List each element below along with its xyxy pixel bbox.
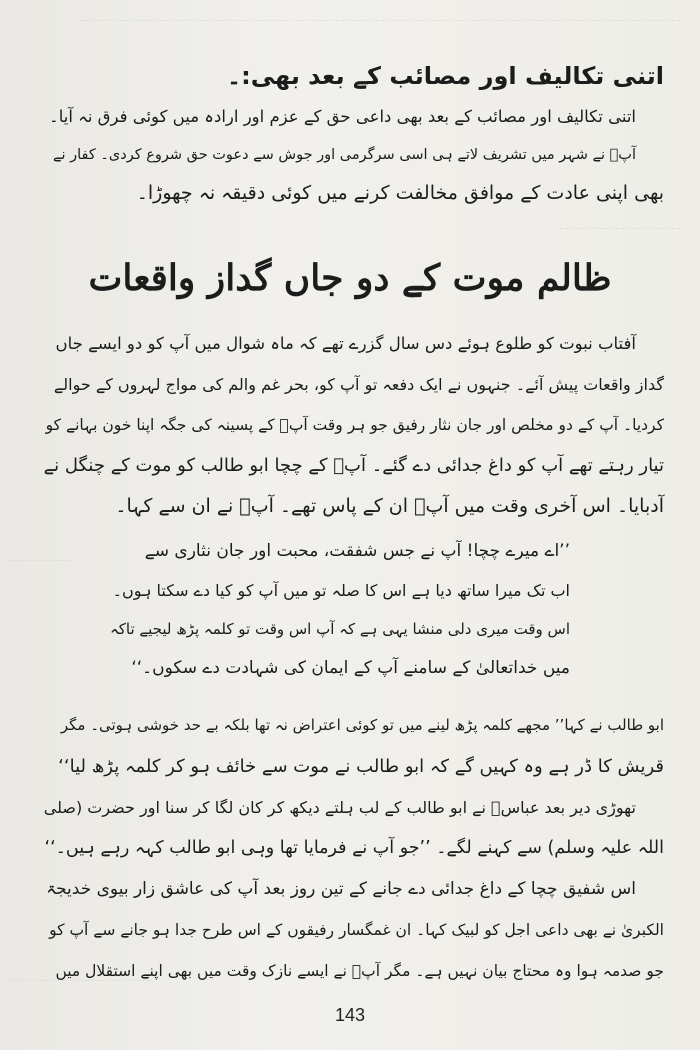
paragraph-intro <box>44 98 664 212</box>
text-line: اس شفیق چچا کے داغ جدائی دے جانے کے تین روز بعد آپ کی عاشق زار بیوی خدیجۃ <box>46 879 636 899</box>
section-heading: اتنی تکالیف اور مصائب کے بعد بھی:۔ <box>227 62 664 90</box>
bleed-through-marks <box>10 560 70 562</box>
chapter-title: ظالم موت کے دو جاں گداز واقعات <box>88 257 612 299</box>
text-line: بھی اپنی عادت کے موافق مخالفت کرنے میں کوئی دقیقہ نہ چھوڑا۔ <box>136 182 664 204</box>
text-line: اللہ علیہ وسلم) سے کہنے لگے۔ ’’جو آپ نے فرمایا تھا وہی ابو طالب کہہ رہے ہیں۔‘‘ <box>44 838 664 858</box>
text-line: قریش کا ڈر ہے وہ کہیں گے کہ ابو طالب نے موت سے خائف ہو کر کلمہ پڑھ لیا‘‘ <box>58 756 664 777</box>
text-line: آپؐ نے شہر میں تشریف لاتے ہی اسی سرگرمی اور جوش سے دعوت حق شروع کردی۔ کفار نے <box>52 147 636 163</box>
bleed-through-marks <box>560 228 680 230</box>
quote-line: میں خداتعالیٰ کے سامنے آپ کے ایمان کی شہادت دے سکوں۔‘‘ <box>131 658 570 678</box>
page-number: 143 <box>334 1005 366 1025</box>
text-line: اتنی تکالیف اور مصائب کے بعد بھی داعی حق کے عزم اور ارادہ میں کوئی فرق نہ آیا۔ <box>49 107 636 126</box>
block-quote <box>110 532 570 688</box>
text-line: گداز واقعات پیش آئے۔ جنہوں نے ایک دفعہ تو آپ کو، بحر غم والم کی مواج لہروں کے حوالے <box>53 374 664 394</box>
text-line: آفتاب نبوت کو طلوع ہوئے دس سال گزرے تھے کہ ماہ شوال میں آپ کو دو ایسے جاں <box>55 334 636 353</box>
quote-line: اب تک میرا ساتھ دیا ہے اس کا صلہ تو میں آپ کو کیا دے سکتا ہوں۔ <box>112 581 570 600</box>
paragraph-abu-talib <box>44 705 664 992</box>
text-line: آدبایا۔ اس آخری وقت میں آپؐ ان کے پاس تھے۔ آپؐ نے ان سے کہا۔ <box>115 495 664 517</box>
text-line: کردیا۔ آپ کے دو مخلص اور جان نثار رفیق جو ہر وقت آپؐ کے پسینہ کی جگہ اپنا خون بہانے کو <box>45 416 664 434</box>
text-line: ابو طالب نے کہا’’ مجھے کلمہ پڑھ لینے میں تو کوئی اعتراض نہ تھا بلکہ بے حد خوشی ہوتی۔ مگر <box>60 716 664 734</box>
text-line: تیار رہتے تھے آپ کو داغ جدائی دے گئے۔ آپؐ کے چچا ابو طالب کو موت کے چنگل نے <box>43 454 664 476</box>
quote-line: اس وقت میری دلی منشا یہی ہے کہ آپ اس وقت تو کلمہ پڑھ لیجیے تاکہ <box>109 620 570 638</box>
text-line: تھوڑی دیر بعد عباسؓ نے ابو طالب کے لب ہلتے دیکھ کر کان لگا کر سنا اور حضرت (صلی <box>43 798 636 817</box>
quote-line: ’’اے میرے چچا! آپ نے جس شفقت، محبت اور جان نثاری سے <box>144 541 570 561</box>
text-line: جو صدمہ ہوا وہ محتاج بیان نہیں ہے۔ مگر آپؐ نے ایسے نازک وقت میں بھی اپنے استقلال میں <box>55 962 664 980</box>
bleed-through-marks <box>80 20 680 22</box>
text-line: الکبریٰ نے بھی داعی اجل کو لبیک کہا۔ ان غمگسار رفیقوں کے اس طرح جدا ہو جانے سے آپ کو <box>49 921 664 939</box>
paragraph-events <box>44 324 664 527</box>
